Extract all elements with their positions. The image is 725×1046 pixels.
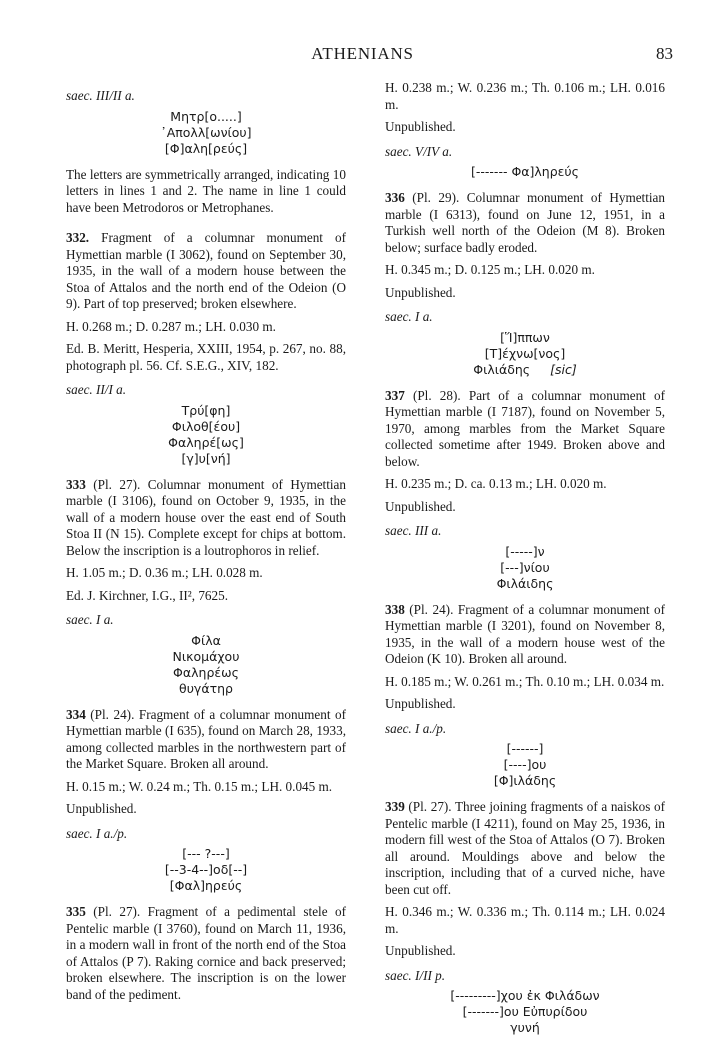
inscription-line: [Φ]αλη[ρεύς]: [164, 140, 248, 156]
inscription-line: γυνή: [510, 1020, 540, 1035]
date-label: saec. II/I a.: [66, 382, 127, 397]
measurements: H. 0.185 m.; W. 0.261 m.; Th. 0.10 m.; LH. 0.034 m.: [385, 673, 665, 689]
entry-description: (Pl. 27). Three joining fragments of a naiskos of Pentelic marble (I 4211), found on May 25, 1936, in modern fill west of the Stoa of Attalos (O 7). Broken all around. Mouldings above and below the inscription, including that of a curved niche, have been cut off.: [385, 799, 665, 897]
date-label: saec. III a.: [385, 523, 442, 538]
measurements: H. 0.15 m.; W. 0.24 m.; Th. 0.15 m.; LH. 0.045 m.: [66, 778, 333, 794]
date-label: saec. I a.: [385, 309, 433, 324]
inscription-line: ᾿Απολλ[ωνίου]: [160, 124, 252, 140]
inscription-text: [385, 741, 665, 789]
entry-332: [66, 230, 346, 313]
inscription-line: Φίλα: [191, 632, 221, 648]
right-column: [385, 80, 665, 1046]
entry-description: (Pl. 29). Columnar monument of Hymettian marble (I 6313), found on June 12, 1951, in a Turkish well north of the Odeion (M 8). Broken below; surface badly eroded.: [385, 190, 665, 255]
running-title: ATHENIANS: [311, 44, 414, 63]
entry-339: [385, 799, 665, 898]
inscription-text: [385, 330, 665, 378]
entry-number: 332.: [66, 230, 90, 245]
measurements: H. 1.05 m.; D. 0.36 m.; LH. 0.028 m.: [66, 565, 263, 580]
entry-338: [385, 602, 665, 668]
publication-status: Unpublished.: [385, 943, 456, 958]
inscription-line: [γ]υ[νή]: [181, 450, 231, 466]
entry-number: 339: [385, 799, 405, 814]
date-label: saec. I/II p.: [385, 967, 446, 983]
inscription-line: [Ἵ]ππων: [500, 329, 550, 345]
inscription-text: [385, 164, 665, 180]
inscription-text: [66, 109, 346, 157]
measurements: H. 0.238 m.; W. 0.236 m.; Th. 0.106 m.; LH. 0.016 m.: [385, 80, 665, 112]
entry-description: (Pl. 24). Fragment of a columnar monument of Hymettian marble (I 635), found on March 28, 1933, among collected marbles in the northwestern part of the Market Square. Broken all around.: [66, 706, 346, 771]
commentary: The letters are symmetrically arranged, indicating 10 letters in lines 1 and 2. The name in line 1 could have been Metrodoros or Metrophanes.: [66, 166, 346, 215]
date-label: saec. III/II a.: [66, 88, 135, 103]
inscription-line: θυγάτηρ: [179, 680, 233, 696]
inscription-text: [385, 544, 665, 592]
inscription-text: [66, 846, 346, 894]
entry-334: [66, 707, 346, 773]
inscription-line: [---]νίου: [500, 559, 550, 575]
entry-description: (Pl. 24). Fragment of a columnar monument of Hymettian marble (I 3201), found on November 8, 1935, in the wall of a modern house west of the Odeion (K 10). Broken all around.: [385, 601, 665, 666]
edition-reference: Ed. J. Kirchner, I.G., II², 7625.: [66, 587, 229, 603]
entry-336: [385, 190, 665, 256]
inscription-line: [------- Φα]ληρεύς: [471, 164, 579, 179]
inscription-line: [------]: [506, 741, 544, 756]
entry-description: Fragment of a columnar monument of Hymettian marble (I 3062), found on September 30, 1935, in the wall of a modern house between the Stoa of Attalos and the north end of the Odeion (O 9). Part of top preserved; broken elsewhere.: [66, 230, 346, 311]
entry-number: 338: [385, 601, 405, 617]
entry-number: 336: [385, 190, 405, 205]
entry-number: 335: [66, 904, 86, 919]
entry-number: 333: [66, 476, 86, 492]
publication-status: Unpublished.: [385, 119, 456, 134]
measurements: H. 0.268 m.; D. 0.287 m.; LH. 0.030 m.: [66, 318, 276, 334]
inscription-line: [----]ου: [503, 757, 547, 772]
inscription-line: Μητρ[ο.....]: [170, 108, 242, 124]
inscription-word: Φιλιάδης: [473, 361, 531, 377]
date-label: saec. I a./p.: [66, 825, 128, 841]
page-number: 83: [656, 44, 673, 63]
inscription-line: [--3-4--]οδ[--]: [164, 862, 248, 877]
inscription-line: [Φαλ]ηρεύς: [169, 878, 243, 893]
entry-333: [66, 477, 346, 560]
entry-number: 337: [385, 387, 405, 403]
date-label: saec. I a.: [66, 612, 114, 627]
inscription-line: Φιλοθ[έου]: [171, 418, 241, 434]
entry-description: (Pl. 27). Fragment of a pedimental stele of Pentelic marble (I 3760), found on March 11, 1936, in a modern wall in front of the north end of the Stoa of Attalos (P 7). Raking cornice and back preserved; broken elsewhere. The inscription is on the lower band of the pediment.: [66, 904, 346, 1002]
inscription-line: [---------]χου ἐκ Φιλάδων: [450, 988, 600, 1003]
inscription-line: [Φ]ιλάδης: [493, 773, 557, 788]
inscription-line: Φαληρέως: [173, 664, 239, 680]
publication-status: Unpublished.: [385, 696, 456, 711]
inscription-line: [Τ]έχνω[νος]: [484, 345, 566, 361]
publication-status: Unpublished.: [385, 498, 456, 514]
edition-reference: Ed. B. Meritt, Hesperia, XXIII, 1954, p. 267, no. 88, photograph pl. 56. Cf. S.E.G., XIV, 182.: [66, 341, 346, 373]
entry-description: (Pl. 28). Part of a columnar monument of Hymettian marble (I 7187), found on November 5, 1970, among marbles from the Market Square collected sometime after 1949. Broken above and below.: [385, 387, 665, 469]
sic-note: [sic]: [550, 361, 577, 377]
inscription-line: [385, 362, 665, 378]
publication-status: Unpublished.: [66, 801, 137, 816]
inscription-line: Τρύ[φη]: [181, 402, 231, 418]
inscription-text: [385, 988, 665, 1036]
inscription-line: [-----]ν: [505, 543, 545, 559]
publication-status: Unpublished.: [385, 284, 456, 300]
measurements: H. 0.345 m.; D. 0.125 m.; LH. 0.020 m.: [385, 262, 595, 277]
date-label: saec. I a./p.: [385, 720, 447, 736]
inscription-text: [66, 403, 346, 467]
measurements: H. 0.235 m.; D. ca. 0.13 m.; LH. 0.020 m.: [385, 476, 607, 491]
inscription-line: Φαληρέ[ως]: [168, 434, 244, 450]
inscription-line: [--- ?---]: [182, 846, 230, 861]
inscription-line: Φιλάιδης: [496, 575, 554, 591]
inscription-text: [66, 633, 346, 697]
inscription-line: [-------]ου Εὐπυρίδου: [462, 1004, 588, 1019]
page-header: [0, 42, 725, 68]
entry-337: [385, 388, 665, 471]
entry-number: 334: [66, 706, 86, 722]
inscription-line: Νικομάχου: [172, 648, 240, 664]
date-label: saec. V/IV a.: [385, 143, 453, 159]
entry-description: (Pl. 27). Columnar monument of Hymettian marble (I 3106), found on October 9, 1935, in the wall of a modern house over the east end of South Stoa II (N 15). Complete except for chips at bottom. Below the inscription is a loutrophoros in relief.: [66, 476, 346, 558]
entry-335: [66, 904, 346, 1003]
left-column: [66, 80, 346, 1009]
measurements: H. 0.346 m.; W. 0.336 m.; Th. 0.114 m.; LH. 0.024 m.: [385, 904, 665, 936]
